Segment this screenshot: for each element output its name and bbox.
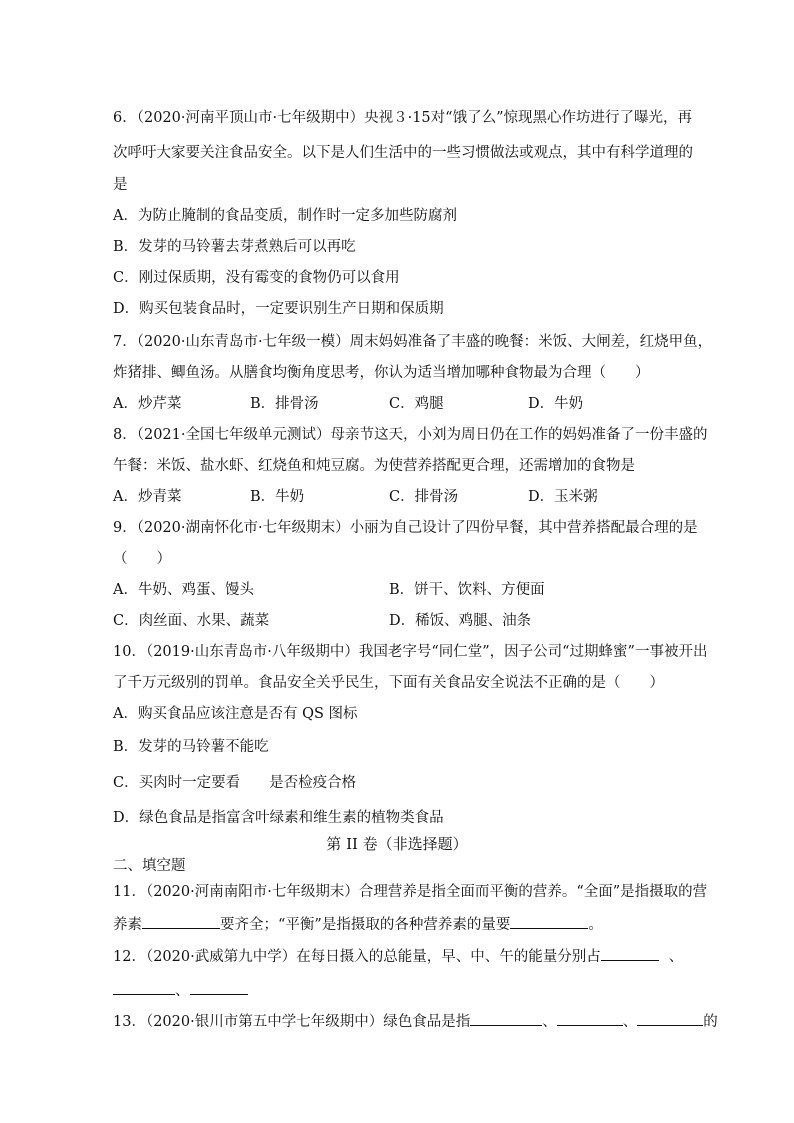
q7-option-b: B．排骨汤 bbox=[250, 396, 319, 412]
section-title: 第 II 卷（非选择题） bbox=[326, 835, 468, 853]
q10-option-b: B．发芽的马铃薯不能吃 bbox=[113, 739, 269, 755]
q13-end: 的 bbox=[703, 1014, 718, 1030]
q11-text-a: 养素 bbox=[113, 917, 142, 933]
q11-stem-line1: 11．（2020·河南南阳市·七年级期末）合理营养是指全面而平衡的营养。“全面”是指摄取的营 bbox=[113, 884, 708, 900]
q8-option-a: A．炒青菜 bbox=[113, 489, 182, 505]
q12-stem-line1 bbox=[113, 946, 683, 967]
q11-blank-1[interactable] bbox=[142, 914, 220, 929]
q9-option-a: A．牛奶、鸡蛋、馒头 bbox=[113, 582, 254, 598]
q9-option-b: B．饼干、饮料、方便面 bbox=[389, 582, 545, 598]
q8-stem-line1: 8．（2021·全国七年级单元测试）母亲节这天，小刘为周日仍在工作的妈妈准备了一份丰盛的 bbox=[113, 427, 708, 443]
q13-stem-line1 bbox=[113, 1011, 718, 1032]
q7-stem-line2: 炸猪排、鲫鱼汤。从膳食均衡角度思考，你认为适当增加哪种食物最为合理（ ） bbox=[113, 365, 650, 381]
q7-option-d: D．牛奶 bbox=[528, 396, 584, 412]
q11-text-b: 要齐全；“平衡”是指摄取的各种营养素的量要 bbox=[220, 917, 511, 933]
q12-sep-1: 、 bbox=[668, 949, 684, 965]
q6-stem-line3: 是 bbox=[113, 177, 128, 193]
q10-stem-line1: 10．（2019·山东青岛市·八年级期中）我国老字号“同仁堂”，因子公司“过期蜂蜜”一事被开出 bbox=[113, 644, 708, 660]
q9-stem-line1: 9．（2020·湖南怀化市·七年级期末）小丽为自己设计了四份早餐，其中营养搭配最合理的是 bbox=[113, 520, 698, 536]
q7-option-a: A．炒芹菜 bbox=[113, 396, 182, 412]
q6-option-d: D．购买包装食品时，一定要识别生产日期和保质期 bbox=[113, 301, 444, 317]
q6-stem-line1: 6．（2020·河南平顶山市·七年级期中）央视３·15对“饿了么”惊现黑心作坊进行了曝光，再 bbox=[113, 110, 692, 126]
q13-blank-3[interactable] bbox=[637, 1011, 703, 1026]
q13-text-a: 13．（2020·银川市第五中学七年级期中）绿色食品是指 bbox=[113, 1014, 471, 1030]
q10-option-a: A．购买食品应该注意是否有 QS 图标 bbox=[113, 706, 358, 722]
q12-stem-line2 bbox=[113, 980, 248, 1001]
q6-option-b: B．发芽的马铃薯去芽煮熟后可以再吃 bbox=[113, 239, 356, 255]
q6-stem-line2: 次呼吁大家要关注食品安全。以下是人们生活中的一些习惯做法或观点，其中有科学道理的 bbox=[113, 145, 693, 161]
q11-blank-2[interactable] bbox=[510, 914, 588, 929]
q8-stem-line2: 午餐：米饭、盐水虾、红烧鱼和炖豆腐。为使营养搭配更合理，还需增加的食物是 bbox=[113, 458, 635, 474]
q9-option-c: C．肉丝面、水果、蔬菜 bbox=[113, 613, 270, 629]
q6-option-c: C．刚过保质期，没有霉变的食物仍可以食用 bbox=[113, 270, 400, 286]
q13-blank-2[interactable] bbox=[557, 1011, 623, 1026]
q10-option-c: C．买肉时一定要看 是否检疫合格 bbox=[113, 775, 357, 791]
q12-blank-2[interactable] bbox=[113, 980, 175, 995]
q10-stem-line2: 了千万元级别的罚单。食品安全关乎民生，下面有关食品安全说法不正确的是（ ） bbox=[113, 675, 664, 691]
q12-blank-3[interactable] bbox=[190, 980, 248, 995]
q6-option-a: A．为防止腌制的食品变质，制作时一定多加些防腐剂 bbox=[113, 208, 457, 224]
q7-stem-line1: 7．（2020·山东青岛市·七年级一模）周末妈妈准备了丰盛的晚餐：米饭、大闸差，红烧甲鱼， bbox=[113, 334, 713, 350]
q11-stem-line2 bbox=[113, 914, 603, 935]
q13-blank-1[interactable] bbox=[470, 1011, 542, 1026]
q13-sep-2: 、 bbox=[622, 1014, 638, 1030]
q12-blank-1[interactable] bbox=[601, 946, 659, 961]
q13-sep-1: 、 bbox=[542, 1014, 557, 1030]
q7-option-c: C．鸡腿 bbox=[389, 396, 444, 412]
q12-sep-2: 、 bbox=[175, 983, 190, 999]
q8-option-d: D．玉米粥 bbox=[528, 489, 598, 505]
q9-option-d: D．稀饭、鸡腿、油条 bbox=[389, 613, 532, 629]
q12-text-a: 12．（2020·武威第九中学）在每日摄入的总能量，早、中、午的能量分别占 bbox=[113, 949, 601, 965]
q9-stem-line2: （ ） bbox=[113, 551, 171, 567]
q10-option-d: D．绿色食品是指富含叶绿素和维生素的植物类食品 bbox=[113, 810, 444, 826]
section-subhead: 二、填空题 bbox=[113, 858, 186, 874]
q8-option-c: C．排骨汤 bbox=[389, 489, 459, 505]
q11-text-c: 。 bbox=[588, 917, 603, 933]
q8-option-b: B．牛奶 bbox=[250, 489, 305, 505]
